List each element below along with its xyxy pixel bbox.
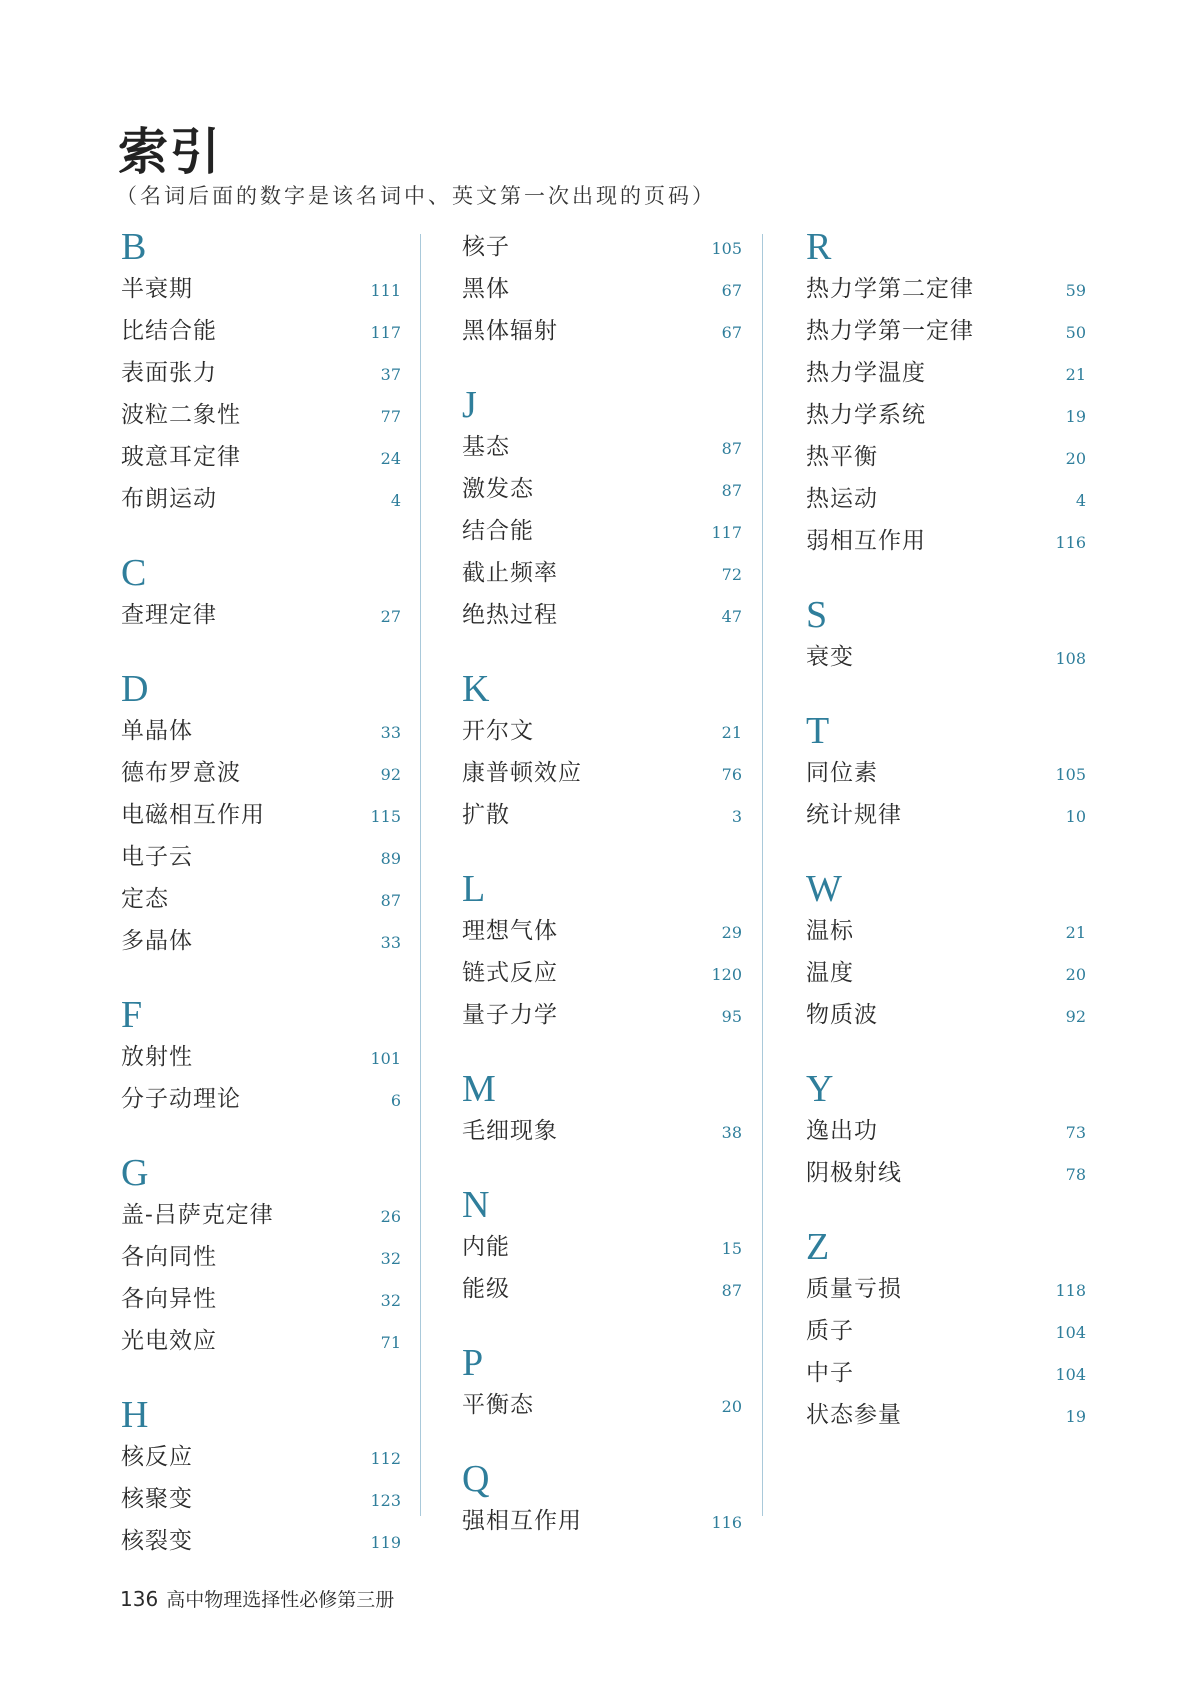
index-page-number: 77 [380, 407, 401, 426]
index-page-number: 89 [380, 849, 401, 868]
index-page-number: 33 [380, 933, 401, 952]
index-entry [806, 1352, 1086, 1394]
index-entry [121, 1078, 401, 1120]
index-letter-heading: B [121, 226, 147, 268]
index-entry [806, 268, 1086, 310]
index-page-number: 3 [731, 807, 742, 826]
index-term: 各向异性 [121, 1286, 217, 1312]
index-letter-heading: T [806, 710, 830, 752]
index-letter-group [121, 668, 401, 962]
index-term: 状态参量 [806, 1402, 902, 1428]
index-entry [121, 1320, 401, 1362]
index-term: 黑体 [462, 276, 510, 302]
index-letter-heading: F [121, 994, 143, 1036]
index-term: 表面张力 [121, 360, 217, 386]
index-letter-heading: N [462, 1184, 490, 1226]
index-term: 盖-吕萨克定律 [121, 1202, 274, 1228]
index-entry [121, 594, 401, 636]
index-term: 比结合能 [121, 318, 217, 344]
index-page-number: 95 [721, 1007, 742, 1026]
index-entry [462, 1226, 742, 1268]
index-page-number: 27 [380, 607, 401, 626]
index-letter-heading: Z [806, 1226, 830, 1268]
index-entry [462, 1110, 742, 1152]
index-entry [121, 352, 401, 394]
index-entry [462, 994, 742, 1036]
index-page-number: 6 [390, 1091, 401, 1110]
index-page-number: 123 [370, 1491, 401, 1510]
index-entry [121, 794, 401, 836]
index-term: 统计规律 [806, 802, 902, 828]
index-page-number: 38 [721, 1123, 742, 1142]
index-page-number: 37 [380, 365, 401, 384]
index-page-number: 20 [1065, 449, 1086, 468]
index-entry [121, 310, 401, 352]
index-term: 波粒二象性 [121, 402, 241, 428]
index-term: 半衰期 [121, 276, 193, 302]
index-entry [121, 478, 401, 520]
index-entry [462, 310, 742, 352]
index-term: 弱相互作用 [806, 528, 926, 554]
index-page-number: 112 [370, 1449, 401, 1468]
index-page-number: 32 [380, 1291, 401, 1310]
index-page-number: 117 [370, 323, 401, 342]
index-page-number: 4 [1075, 491, 1086, 510]
index-letter-group [462, 1342, 742, 1426]
page-number: 136 [120, 1587, 159, 1611]
index-letter-heading: R [806, 226, 832, 268]
index-page-number: 116 [711, 1513, 742, 1532]
index-term: 激发态 [462, 476, 534, 502]
index-letter-group [462, 384, 742, 636]
index-term: 查理定律 [121, 602, 217, 628]
index-entry [806, 994, 1086, 1036]
index-page-number: 104 [1055, 1365, 1086, 1384]
index-letter-group [462, 1458, 742, 1542]
index-term: 同位素 [806, 760, 878, 786]
index-term: 核子 [462, 234, 510, 260]
index-page-number: 87 [721, 1281, 742, 1300]
index-term: 扩散 [462, 802, 510, 828]
index-term: 链式反应 [462, 960, 558, 986]
index-page-number: 21 [1065, 365, 1086, 384]
index-term: 热力学第二定律 [806, 276, 974, 302]
index-entry [462, 426, 742, 468]
index-term: 单晶体 [121, 718, 193, 744]
index-term: 热运动 [806, 486, 878, 512]
index-entry [806, 394, 1086, 436]
index-page-number: 47 [721, 607, 742, 626]
book-title: 高中物理选择性必修第三册 [166, 1589, 395, 1611]
index-entry [462, 268, 742, 310]
index-page-number: 105 [1055, 765, 1086, 784]
index-page-number: 105 [711, 239, 742, 258]
index-page-number: 92 [1065, 1007, 1086, 1026]
index-entry [121, 920, 401, 962]
index-entry [462, 710, 742, 752]
index-entry [462, 794, 742, 836]
page-footer [120, 1585, 394, 1612]
index-letter-group [462, 1184, 742, 1310]
index-letter-group [806, 226, 1086, 562]
index-entry [121, 1478, 401, 1520]
index-term: 核反应 [121, 1444, 193, 1470]
index-term: 布朗运动 [121, 486, 217, 512]
index-term: 德布罗意波 [121, 760, 241, 786]
index-page-number: 15 [721, 1239, 742, 1258]
index-letter-group [462, 668, 742, 836]
index-entry [806, 1110, 1086, 1152]
index-letter-group [121, 552, 401, 636]
index-letter-group [121, 1394, 401, 1562]
index-term: 衰变 [806, 644, 854, 670]
index-letter-heading: P [462, 1342, 484, 1384]
index-term: 理想气体 [462, 918, 558, 944]
index-term: 放射性 [121, 1044, 193, 1070]
index-term: 逸出功 [806, 1118, 878, 1144]
index-term: 开尔文 [462, 718, 534, 744]
index-page-number: 32 [380, 1249, 401, 1268]
index-term: 热平衡 [806, 444, 878, 470]
index-entry [121, 836, 401, 878]
index-term: 温度 [806, 960, 854, 986]
index-page-number: 119 [370, 1533, 401, 1552]
index-page-number: 72 [721, 565, 742, 584]
index-entry [462, 910, 742, 952]
index-letter-heading: D [121, 668, 149, 710]
index-term: 中子 [806, 1360, 854, 1386]
index-term: 物质波 [806, 1002, 878, 1028]
index-letter-heading: L [462, 868, 486, 910]
index-term: 电子云 [121, 844, 193, 870]
index-page-number: 24 [380, 449, 401, 468]
index-entry [462, 1500, 742, 1542]
index-page-number: 92 [380, 765, 401, 784]
index-term: 内能 [462, 1234, 510, 1260]
index-letter-group [806, 1068, 1086, 1194]
index-letter-group [121, 1152, 401, 1362]
index-term: 质量亏损 [806, 1276, 902, 1302]
index-page-number: 20 [721, 1397, 742, 1416]
index-entry [806, 752, 1086, 794]
index-term: 质子 [806, 1318, 854, 1344]
index-entry [806, 636, 1086, 678]
index-entry [121, 1036, 401, 1078]
index-letter-heading: Q [462, 1458, 490, 1500]
index-page-number: 50 [1065, 323, 1086, 342]
index-term: 量子力学 [462, 1002, 558, 1028]
index-term: 电磁相互作用 [121, 802, 265, 828]
index-term: 平衡态 [462, 1392, 534, 1418]
index-entry [121, 1436, 401, 1478]
index-page-number: 59 [1065, 281, 1086, 300]
page-title: 索引 [118, 123, 222, 181]
index-term: 截止频率 [462, 560, 558, 586]
index-term: 各向同性 [121, 1244, 217, 1270]
index-page-number: 21 [1065, 923, 1086, 942]
index-letter-group [121, 226, 401, 520]
index-page-number: 73 [1065, 1123, 1086, 1142]
index-entry [806, 1268, 1086, 1310]
index-letter-heading: C [121, 552, 147, 594]
index-letter-heading: W [806, 868, 842, 910]
index-page-number: 4 [390, 491, 401, 510]
index-entry [806, 952, 1086, 994]
index-entry [806, 910, 1086, 952]
index-entry [806, 436, 1086, 478]
index-page-number: 67 [721, 323, 742, 342]
index-column-2 [462, 226, 742, 1542]
index-letter-group [806, 594, 1086, 678]
index-term: 核裂变 [121, 1528, 193, 1554]
index-term: 玻意耳定律 [121, 444, 241, 470]
index-column-3 [806, 226, 1086, 1436]
index-entry [462, 752, 742, 794]
index-entry [121, 1520, 401, 1562]
index-letter-heading: Y [806, 1068, 834, 1110]
index-entry [806, 1152, 1086, 1194]
index-entry [121, 394, 401, 436]
index-entry [462, 1384, 742, 1426]
index-letter-group [462, 226, 742, 352]
index-page-number: 19 [1065, 1407, 1086, 1426]
index-term: 热力学温度 [806, 360, 926, 386]
index-page-number: 20 [1065, 965, 1086, 984]
index-term: 定态 [121, 886, 169, 912]
index-entry [462, 510, 742, 552]
index-term: 热力学第一定律 [806, 318, 974, 344]
index-term: 阴极射线 [806, 1160, 902, 1186]
index-entry [806, 1310, 1086, 1352]
index-entry [806, 794, 1086, 836]
index-entry [121, 1278, 401, 1320]
index-letter-group [806, 710, 1086, 836]
index-page-number: 76 [721, 765, 742, 784]
index-term: 核聚变 [121, 1486, 193, 1512]
column-divider [420, 234, 421, 1516]
index-entry [806, 520, 1086, 562]
index-page-number: 26 [380, 1207, 401, 1226]
index-page-number: 101 [370, 1049, 401, 1068]
index-page-number: 71 [380, 1333, 401, 1352]
index-page-number: 108 [1055, 649, 1086, 668]
index-term: 康普顿效应 [462, 760, 582, 786]
index-page-number: 10 [1065, 807, 1086, 826]
index-page-number: 67 [721, 281, 742, 300]
index-entry [462, 226, 742, 268]
index-page-number: 78 [1065, 1165, 1086, 1184]
index-entry [462, 468, 742, 510]
index-entry [121, 436, 401, 478]
index-page-number: 116 [1055, 533, 1086, 552]
index-entry [462, 1268, 742, 1310]
index-entry [806, 310, 1086, 352]
index-column-1 [121, 226, 401, 1562]
index-page-number: 115 [370, 807, 401, 826]
index-entry [806, 352, 1086, 394]
index-letter-group [806, 868, 1086, 1036]
index-letter-group [462, 868, 742, 1036]
index-page-number: 87 [721, 481, 742, 500]
index-entry [121, 268, 401, 310]
index-letter-group [121, 994, 401, 1120]
index-page-number: 21 [721, 723, 742, 742]
index-entry [462, 952, 742, 994]
index-letter-heading: K [462, 668, 490, 710]
index-term: 强相互作用 [462, 1508, 582, 1534]
index-term: 黑体辐射 [462, 318, 558, 344]
index-page-number: 111 [370, 281, 401, 300]
index-letter-group [462, 1068, 742, 1152]
index-term: 能级 [462, 1276, 510, 1302]
index-term: 毛细现象 [462, 1118, 558, 1144]
index-entry [121, 710, 401, 752]
index-term: 分子动理论 [121, 1086, 241, 1112]
index-term: 绝热过程 [462, 602, 558, 628]
index-entry [462, 594, 742, 636]
index-entry [462, 552, 742, 594]
index-entry [806, 478, 1086, 520]
index-page-number: 120 [711, 965, 742, 984]
index-letter-group [806, 1226, 1086, 1436]
index-letter-heading: M [462, 1068, 496, 1110]
index-term: 光电效应 [121, 1328, 217, 1354]
index-page-number: 118 [1055, 1281, 1086, 1300]
index-entry [121, 752, 401, 794]
index-letter-heading: S [806, 594, 828, 636]
index-entry [121, 878, 401, 920]
index-letter-heading: H [121, 1394, 149, 1436]
index-page-number: 87 [380, 891, 401, 910]
page-subtitle: （名词后面的数字是该名词中、英文第一次出现的页码） [116, 184, 716, 208]
index-entry [121, 1236, 401, 1278]
index-page-number: 29 [721, 923, 742, 942]
index-entry [806, 1394, 1086, 1436]
index-entry [121, 1194, 401, 1236]
index-term: 温标 [806, 918, 854, 944]
column-divider [762, 234, 763, 1516]
index-term: 多晶体 [121, 928, 193, 954]
index-term: 基态 [462, 434, 510, 460]
index-term: 结合能 [462, 518, 534, 544]
index-letter-heading: G [121, 1152, 149, 1194]
index-page-number: 19 [1065, 407, 1086, 426]
index-page-number: 117 [711, 523, 742, 542]
index-page-number: 104 [1055, 1323, 1086, 1342]
index-page-number: 33 [380, 723, 401, 742]
index-page-number: 87 [721, 439, 742, 458]
index-term: 热力学系统 [806, 402, 926, 428]
index-letter-heading: J [462, 384, 477, 426]
